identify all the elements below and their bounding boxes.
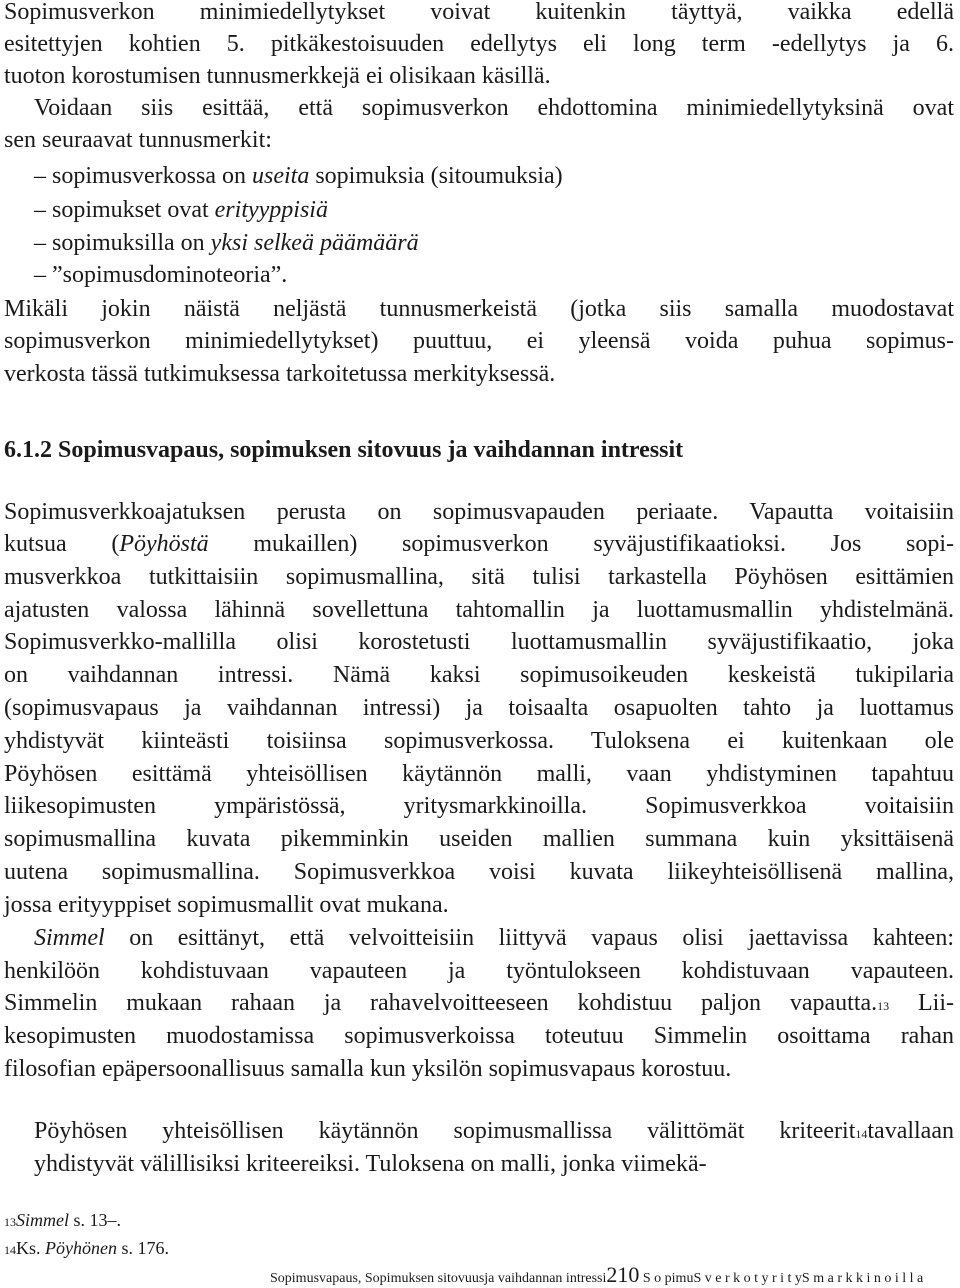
page-footer xyxy=(270,1262,923,1288)
text-line: on vaihdannan intressi. Nämä kaksi sopimusoikeuden keskeistä tukipilaria xyxy=(4,662,954,688)
list-item: – ”sopimusdominoteoria”. xyxy=(34,262,288,288)
text-line: henkilöön kohdistuvaan vapauteen ja työntulokseen kohdistuvaan vapauteen. xyxy=(4,958,954,984)
text-line: Sopimusverkko-mallilla olisi korostetusti luottamusmallin syväjustifikaatio, joka xyxy=(4,629,954,655)
page-number: 210 xyxy=(606,1262,640,1287)
text-line: Pöyhösen esittämä yhteisöllisen käytännön malli, vaan yhdistyminen tapahtuu xyxy=(4,761,954,787)
text-line: kesopimusten muodostamissa sopimusverkoissa toteutuu Simmelin osoittama rahan xyxy=(4,1023,954,1049)
list-item: – sopimuksilla on yksi selkeä päämäärä xyxy=(34,230,419,256)
text-line: uutena sopimusmallina. Sopimusverkkoa voisi kuvata liikeyhteisöllisenä mallina, xyxy=(4,859,954,885)
list-item: – sopimusverkossa on useita sopimuksia (sitoumuksia) xyxy=(34,163,563,189)
section-heading: 6.1.2 Sopimusvapaus, sopimuksen sitovuus ja vaihdannan intressit xyxy=(4,437,684,463)
footer-left: Sopimusvapaus, Sopimuksen sitovuusja vaihdannan intressi xyxy=(270,1271,607,1286)
text-line: Sopimusverkkoajatuksen perusta on sopimusvapauden periaate. Vapautta voitaisiin xyxy=(4,499,954,525)
text-line: jossa erityyppiset sopimusmallit ovat mukana. xyxy=(4,892,449,918)
text-line: Voidaan siis esittää, että sopimusverkon ehdottomina minimiedellytyksinä ovat xyxy=(34,95,954,121)
text-line: yhdistyvät välillisiksi kriteereiksi. Tuloksena on malli, jonka viimekä- xyxy=(34,1151,707,1177)
text-line: ajatusten valossa lähinnä sovellettuna tahtomallin ja luottamusmallin yhdistelmänä. xyxy=(4,597,954,623)
footer-right: S o pimuS v e r k o t y r i t yS m a r k k i n o i l l a xyxy=(642,1271,924,1286)
text-line: Simmel on esittänyt, että velvoitteisiin liittyvä vapaus olisi jaettavissa kahteen: xyxy=(34,925,954,951)
text-line: Simmelin mukaan rahaan ja rahavelvoitteeseen kohdistuu paljon vapautta.13 Lii- xyxy=(4,990,954,1016)
text-line: Sopimusverkon minimiedellytykset voivat kuitenkin täyttyä, vaikka edellä xyxy=(4,0,954,25)
footnote: 13Simmel s. 13–. xyxy=(4,1210,122,1230)
text-line: sopimusverkon minimiedellytykset) puuttuu, ei yleensä voida puhua sopimus- xyxy=(4,328,954,354)
text-line: sopimusmallina kuvata pikemminkin useiden mallien summana kuin yksittäisenä xyxy=(4,826,954,852)
text-line: kutsua (Pöyhöstä mukaillen) sopimusverkon syväjustifikaatioksi. Jos sopi- xyxy=(4,531,955,557)
text-line: sen seuraavat tunnusmerkit: xyxy=(4,127,272,153)
text-line: esitettyjen kohtien 5. pitkäkestoisuuden edellytys eli long term -edellytys ja 6. xyxy=(4,31,954,57)
text-line: Mikäli jokin näistä neljästä tunnusmerkeistä (jotka siis samalla muodostavat xyxy=(4,296,954,322)
footnote: 14Ks. Pöyhönen s. 176. xyxy=(4,1238,170,1258)
text-line: verkosta tässä tutkimuksessa tarkoitetussa merkityksessä. xyxy=(4,361,556,387)
text-line: tuoton korostumisen tunnusmerkkejä ei olisikaan käsillä. xyxy=(4,63,551,89)
text-line: liikesopimusten ympäristössä, yritysmarkkinoilla. Sopimusverkkoa voitaisiin xyxy=(4,793,954,819)
text-line: filosofian epäpersoonallisuus samalla kun yksilön sopimusvapaus korostuu. xyxy=(4,1056,732,1082)
text-line: Pöyhösen yhteisöllisen käytännön sopimusmallissa välittömät kriteerit14tavallaan xyxy=(34,1118,954,1144)
list-item: – sopimukset ovat erityyppisiä xyxy=(34,197,328,223)
text-line: (sopimusvapaus ja vaihdannan intressi) ja toisaalta osapuolten tahto ja luottamus xyxy=(4,695,954,721)
text-line: musverkkoa tutkittaisiin sopimusmallina, sitä tulisi tarkastella Pöyhösen esittämien xyxy=(4,564,954,590)
text-line: yhdistyvät kiinteästi toisiinsa sopimusverkossa. Tuloksena ei kuitenkaan ole xyxy=(4,728,954,754)
